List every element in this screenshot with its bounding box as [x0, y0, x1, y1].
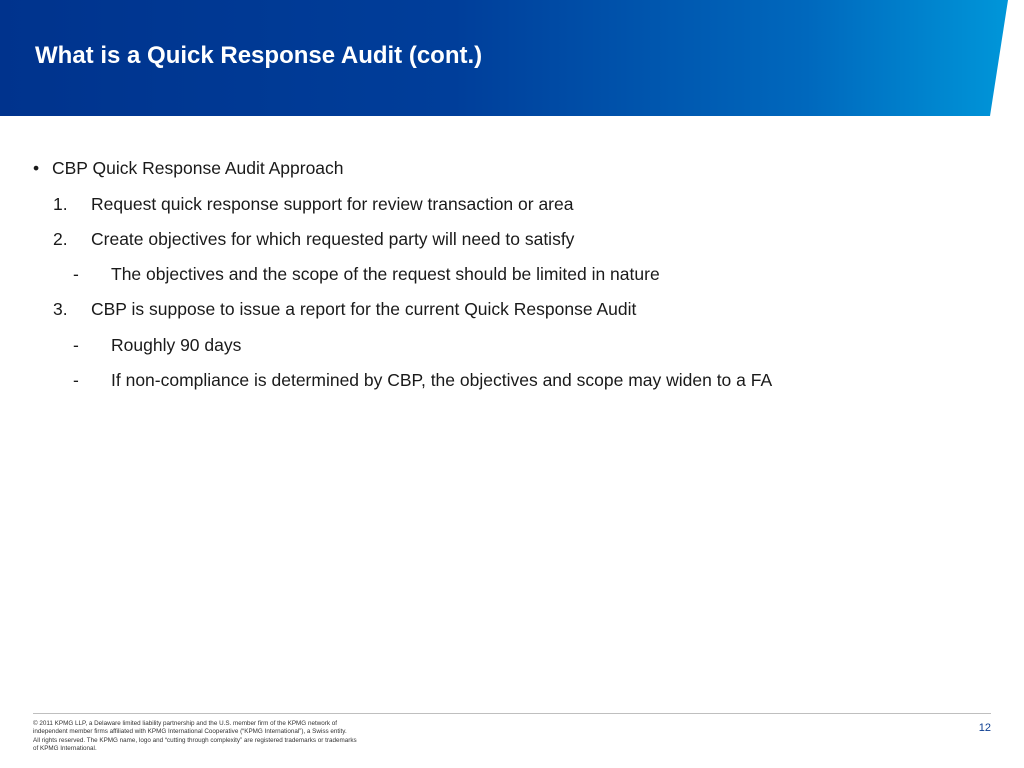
- sub-item: If non-compliance is determined by CBP, the objectives and scope may widen to a FA: [111, 370, 773, 390]
- copyright-line: All rights reserved. The KPMG name, logo and “cutting through complexity” are registered trademarks or trademarks: [33, 736, 357, 744]
- sub-item-marker: -: [73, 335, 79, 355]
- page-number: 12: [978, 722, 991, 734]
- sub-item-marker: -: [73, 370, 79, 390]
- copyright-line: © 2011 KPMG LLP, a Delaware limited liability partnership and the U.S. member firm of the KPMG network of: [33, 720, 337, 727]
- list-item-marker: 2.: [53, 229, 68, 249]
- sub-item: The objectives and the scope of the request should be limited in nature: [111, 264, 660, 284]
- copyright-notice: [33, 720, 393, 753]
- copyright-line: independent member firms affiliated with KPMG International Cooperative (“KPMG International”), a Swiss entity.: [33, 728, 347, 736]
- bullet-marker: •: [33, 158, 40, 178]
- sub-item-marker: -: [73, 264, 79, 284]
- list-item-marker: 3.: [53, 299, 68, 319]
- title-banner: [0, 0, 1024, 116]
- copyright-line: of KPMG International.: [33, 744, 97, 752]
- list-item: CBP is suppose to issue a report for the current Quick Response Audit: [91, 299, 637, 319]
- page-title: What is a Quick Response Audit (cont.): [35, 42, 483, 69]
- footer-divider: [33, 713, 991, 714]
- sub-item: Roughly 90 days: [111, 335, 242, 355]
- bullet-heading: CBP Quick Response Audit Approach: [52, 158, 344, 178]
- list-item-marker: 1.: [53, 194, 68, 214]
- list-item: Request quick response support for review transaction or area: [91, 194, 574, 214]
- list-item: Create objectives for which requested party will need to satisfy: [91, 229, 575, 249]
